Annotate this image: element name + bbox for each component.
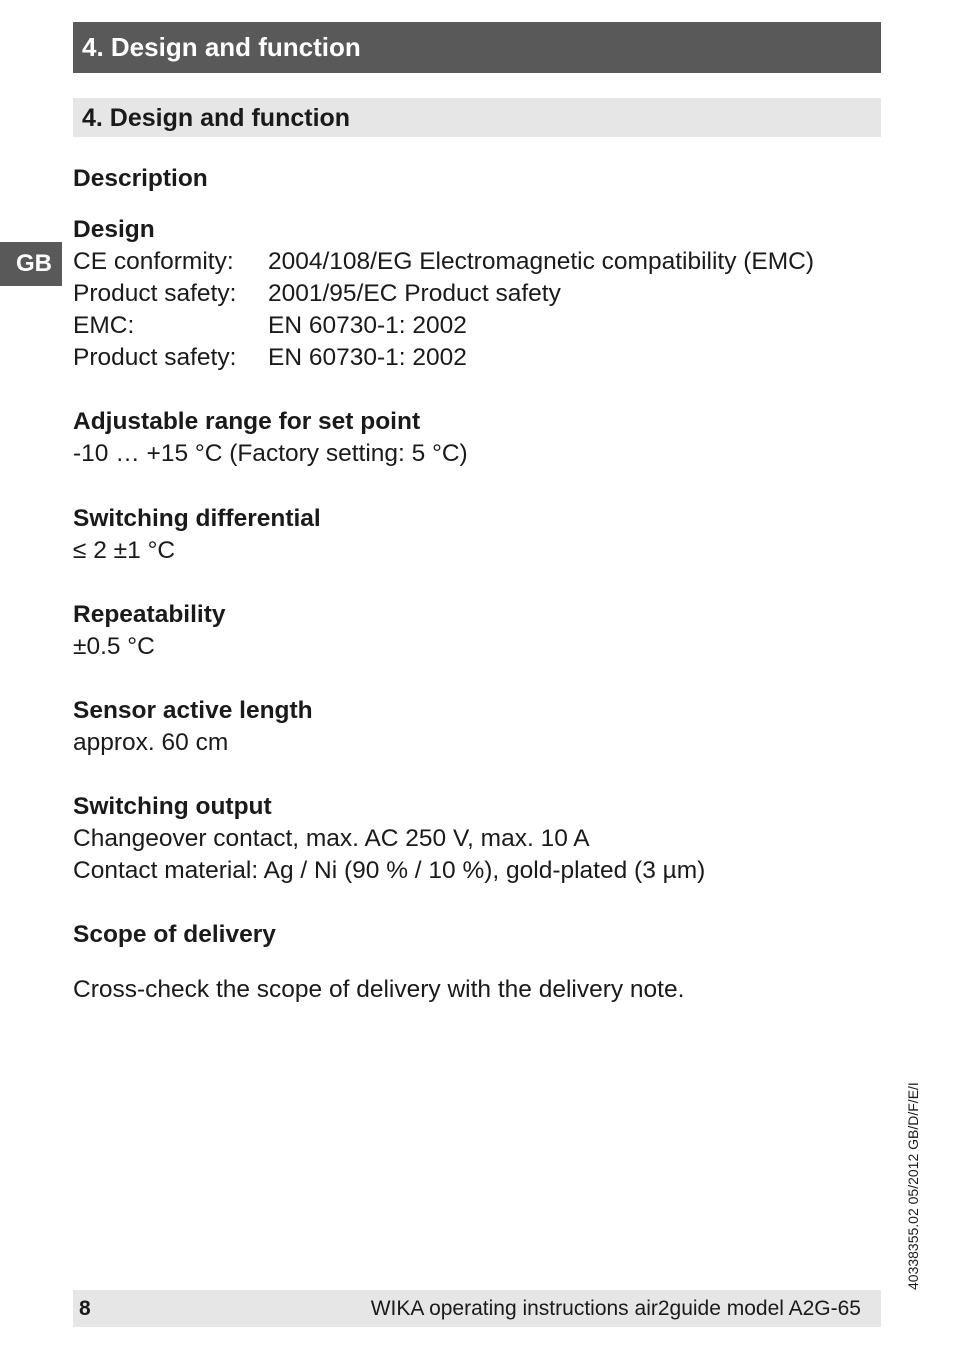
- spec-label: EMC:: [73, 312, 135, 339]
- language-tab: GB: [0, 242, 62, 286]
- set-point-heading: Adjustable range for set point: [73, 408, 421, 435]
- spec-value: EN 60730-1: 2002: [268, 344, 467, 371]
- sensor-length-text: approx. 60 cm: [73, 729, 229, 756]
- description-heading: Description: [73, 165, 208, 192]
- switching-output-heading: Switching output: [73, 793, 272, 820]
- scope-heading: Scope of delivery: [73, 921, 276, 948]
- switching-output-line: Contact material: Ag / Ni (90 % / 10 %), gold-plated (3 µm): [73, 857, 706, 884]
- spec-value: 2001/95/EC Product safety: [268, 280, 561, 307]
- repeatability-heading: Repeatability: [73, 601, 226, 628]
- switching-differential-heading: Switching differential: [73, 505, 321, 532]
- spec-label: Product safety:: [73, 280, 237, 307]
- design-heading: Design: [73, 216, 155, 243]
- set-point-text: -10 … +15 °C (Factory setting: 5 °C): [73, 440, 468, 467]
- spec-label: Product safety:: [73, 344, 237, 371]
- switching-output-line: Changeover contact, max. AC 250 V, max. 10 A: [73, 825, 590, 852]
- switching-differential-text: ≤ 2 ±1 °C: [73, 537, 176, 564]
- chapter-header: 4. Design and function: [73, 22, 881, 73]
- footer-title: WIKA operating instructions air2guide model A2G-65: [370, 1297, 861, 1320]
- repeatability-text: ±0.5 °C: [73, 633, 155, 660]
- spec-label: CE conformity:: [73, 248, 234, 275]
- document-code: 40338355.02 05/2012 GB/D/F/E/I: [905, 1082, 921, 1290]
- spec-value: 2004/108/EG Electromagnetic compatibility (EMC): [268, 248, 815, 275]
- page-number: 8: [79, 1297, 91, 1320]
- spec-value: EN 60730-1: 2002: [268, 312, 467, 339]
- scope-text: Cross-check the scope of delivery with the delivery note.: [73, 976, 685, 1003]
- sensor-length-heading: Sensor active length: [73, 697, 313, 724]
- section-title: 4. Design and function: [73, 98, 881, 137]
- page-footer: [73, 1290, 881, 1327]
